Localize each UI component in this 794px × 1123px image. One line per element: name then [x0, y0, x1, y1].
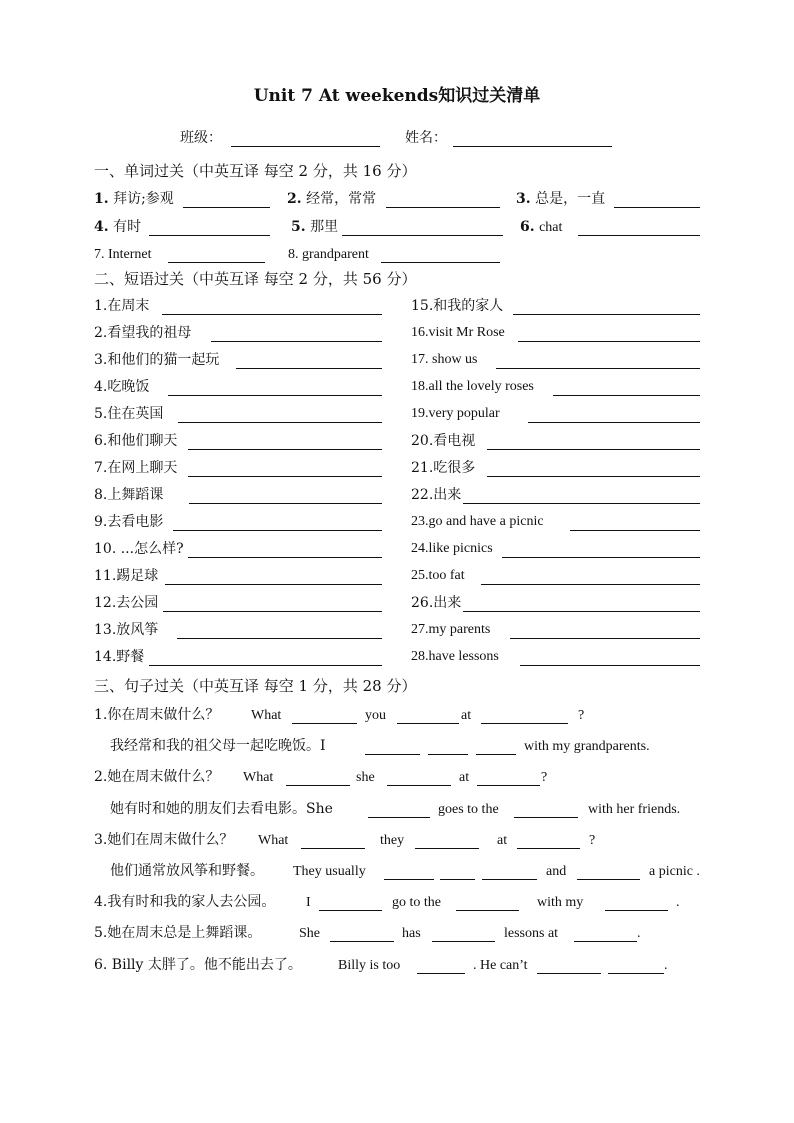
word-num: 1.	[94, 191, 109, 207]
phrase-left-blank[interactable]	[188, 476, 382, 477]
s4-end: .	[676, 895, 680, 910]
phrase-left-label: 6.和他们聊天	[94, 433, 178, 449]
s2-blank-2[interactable]	[387, 785, 451, 786]
section2-heading: 二、短语过关（中英互译 每空 2 分，共 56 分）	[94, 270, 417, 288]
phrase-right-label: 15.和我的家人	[411, 298, 504, 314]
name-blank[interactable]	[453, 146, 612, 147]
s2b-word: goes to the	[438, 802, 499, 817]
word-blank-4[interactable]	[149, 235, 270, 236]
s1b-blank-1[interactable]	[365, 754, 420, 755]
phrase-left-label: 7.在网上聊天	[94, 460, 178, 476]
word-text: Internet	[108, 247, 152, 262]
phrase-left-blank[interactable]	[162, 314, 382, 315]
s3-q: ?	[589, 833, 596, 848]
phrase-right-label: 17. show us	[411, 352, 478, 367]
phrase-left-blank[interactable]	[178, 422, 382, 423]
s4-word: with my	[537, 895, 584, 910]
s6-word: . He can’t	[473, 958, 528, 973]
s3-blank-3[interactable]	[517, 848, 580, 849]
phrase-left-blank[interactable]	[188, 449, 382, 450]
phrase-right-blank[interactable]	[518, 341, 700, 342]
word-blank-8[interactable]	[381, 262, 500, 263]
word-blank-6[interactable]	[578, 235, 700, 236]
s1-word: you	[365, 708, 386, 723]
sentence-6-cn: 6. Billy 太胖了。他不能出去了。	[94, 957, 302, 973]
phrase-left-blank[interactable]	[149, 665, 382, 666]
word-item-4	[94, 220, 141, 234]
word-item-3	[516, 192, 605, 206]
word-item-2	[287, 192, 376, 206]
s1-q: ?	[578, 708, 585, 723]
s3b-blank-2[interactable]	[440, 879, 475, 880]
phrase-left-label: 4.吃晚饭	[94, 379, 150, 395]
sentence-4-cn: 4.我有时和我的家人去公园。	[94, 894, 276, 910]
word-item-7	[94, 248, 152, 262]
phrase-right-blank[interactable]	[510, 638, 700, 639]
s3b-end: a picnic .	[649, 864, 700, 879]
phrase-right-blank[interactable]	[528, 422, 700, 423]
phrase-left-label: 3.和他们的猫一起玩	[94, 352, 220, 368]
s6-end: .	[664, 958, 668, 973]
word-item-8	[288, 248, 369, 262]
word-blank-3[interactable]	[614, 207, 700, 208]
phrase-right-label: 25.too fat	[411, 568, 465, 583]
phrase-right-label: 16.visit Mr Rose	[411, 325, 505, 340]
s2-word: she	[356, 770, 375, 785]
word-num: 5.	[291, 219, 306, 235]
s2-word: What	[243, 770, 274, 785]
s3-blank-2[interactable]	[415, 848, 479, 849]
s3b-word: They usually	[293, 864, 366, 879]
phrase-left-label: 14.野餐	[94, 649, 145, 665]
s2b-end: with her friends.	[588, 802, 681, 817]
s4-blank-2[interactable]	[456, 910, 519, 911]
s5-blank-1[interactable]	[330, 941, 394, 942]
phrase-right-label: 19.very popular	[411, 406, 500, 421]
s1-blank-2[interactable]	[397, 723, 459, 724]
phrase-left-label: 5.住在英国	[94, 406, 164, 422]
s5-end: .	[637, 926, 641, 941]
phrase-right-blank[interactable]	[520, 665, 700, 666]
word-text: chat	[539, 220, 563, 235]
word-blank-7[interactable]	[168, 262, 265, 263]
sentence-2-cn: 2.她在周末做什么？	[94, 769, 220, 785]
s6-blank-2[interactable]	[537, 973, 601, 974]
phrase-right-blank[interactable]	[496, 368, 700, 369]
word-text: 拜访;参观	[113, 191, 174, 207]
phrase-left-blank[interactable]	[188, 557, 382, 558]
phrase-right-label: 23.go and have a picnic	[411, 514, 544, 529]
s5-word: She	[299, 926, 320, 941]
word-text: grandparent	[302, 247, 369, 262]
s3b-blank-3[interactable]	[482, 879, 537, 880]
s3-word: at	[497, 833, 508, 848]
phrase-right-label: 21.吃很多	[411, 460, 476, 476]
class-label: 班级：	[180, 130, 222, 146]
phrase-right-blank[interactable]	[570, 530, 700, 531]
phrase-left-label: 2.看望我的祖母	[94, 325, 192, 341]
s4-word: I	[306, 895, 311, 910]
s2b-blank-2[interactable]	[514, 817, 578, 818]
s3b-blank-4[interactable]	[577, 879, 640, 880]
phrase-left-label: 11.踢足球	[94, 568, 159, 584]
s1b-end: with my grandparents.	[524, 739, 650, 754]
phrase-right-label: 28.have lessons	[411, 649, 499, 664]
sentence-3b-cn: 他们通常放风筝和野餐。	[110, 863, 264, 879]
s1b-blank-3[interactable]	[476, 754, 516, 755]
phrase-right-blank[interactable]	[502, 557, 700, 558]
word-num: 3.	[516, 191, 531, 207]
section3-heading: 三、句子过关（中英互译 每空 1 分，共 28 分）	[94, 677, 417, 695]
word-num: 7.	[94, 247, 105, 262]
sentence-1-cn: 1.你在周末做什么？	[94, 707, 220, 723]
phrase-left-blank[interactable]	[165, 584, 382, 585]
s1b-blank-2[interactable]	[428, 754, 468, 755]
worksheet-title: Unit 7 At weekends知识过关清单	[253, 86, 541, 106]
phrase-left-label: 1.在周末	[94, 298, 150, 314]
word-num: 8.	[288, 247, 299, 262]
sentence-2b-cn: 她有时和她的朋友们去看电影。She	[110, 801, 333, 817]
phrase-right-blank[interactable]	[481, 584, 700, 585]
s2-blank-3[interactable]	[477, 785, 540, 786]
sentence-1b-cn: 我经常和我的祖父母一起吃晚饭。I	[110, 738, 326, 754]
section1-heading: 一、单词过关（中英互译 每空 2 分，共 16 分）	[94, 162, 417, 180]
s6-word: Billy is too	[338, 958, 401, 973]
phrase-right-label: 20.看电视	[411, 433, 476, 449]
s2b-blank-1[interactable]	[368, 817, 430, 818]
word-text: 那里	[310, 219, 339, 235]
s2-q: ?	[541, 770, 548, 785]
phrase-right-label: 22.出来	[411, 487, 462, 503]
phrase-left-label: 12.去公园	[94, 595, 159, 611]
phrase-right-blank[interactable]	[463, 611, 700, 612]
s3b-word: and	[546, 864, 567, 879]
sentence-3-cn: 3.她们在周末做什么？	[94, 832, 234, 848]
s5-word: lessons at	[504, 926, 559, 941]
s4-blank-3[interactable]	[605, 910, 668, 911]
word-blank-1[interactable]	[183, 207, 270, 208]
phrase-left-blank[interactable]	[177, 638, 382, 639]
s5-blank-2[interactable]	[432, 941, 495, 942]
s4-word: go to the	[392, 895, 441, 910]
phrase-left-label: 10. ...怎么样?	[94, 541, 184, 557]
s5-word: has	[402, 926, 421, 941]
word-item-1	[94, 192, 174, 206]
s3b-blank-1[interactable]	[384, 879, 434, 880]
s6-blank-1[interactable]	[417, 973, 465, 974]
name-label: 姓名：	[405, 130, 447, 146]
phrase-right-blank[interactable]	[463, 503, 700, 504]
phrase-right-label: 24.like picnics	[411, 541, 493, 556]
s3-word: they	[380, 833, 405, 848]
s4-blank-1[interactable]	[319, 910, 382, 911]
s3-word: What	[258, 833, 289, 848]
word-text: 经常，常常	[306, 191, 377, 207]
word-blank-2[interactable]	[386, 207, 500, 208]
phrase-right-blank[interactable]	[553, 395, 700, 396]
phrase-left-label: 8.上舞蹈课	[94, 487, 164, 503]
s1-word: at	[461, 708, 472, 723]
word-blank-5[interactable]	[342, 235, 503, 236]
phrase-right-label: 27.my parents	[411, 622, 491, 637]
phrase-left-blank[interactable]	[163, 611, 382, 612]
s2-word: at	[459, 770, 470, 785]
phrase-left-blank[interactable]	[236, 368, 382, 369]
phrase-left-blank[interactable]	[168, 395, 382, 396]
phrase-left-blank[interactable]	[211, 341, 382, 342]
class-blank[interactable]	[231, 146, 380, 147]
s5-blank-3[interactable]	[574, 941, 637, 942]
word-text: 总是，一直	[535, 191, 606, 207]
s6-blank-3[interactable]	[608, 973, 664, 974]
phrase-right-blank[interactable]	[487, 476, 700, 477]
s1-blank-3[interactable]	[481, 723, 568, 724]
phrase-left-label: 9.去看电影	[94, 514, 164, 530]
phrase-left-blank[interactable]	[173, 530, 382, 531]
s2-blank-1[interactable]	[286, 785, 350, 786]
phrase-right-label: 26.出来	[411, 595, 462, 611]
phrase-right-blank[interactable]	[487, 449, 700, 450]
phrase-left-blank[interactable]	[189, 503, 382, 504]
word-item-5	[291, 220, 338, 234]
phrase-right-blank[interactable]	[513, 314, 700, 315]
sentence-5-cn: 5.她在周末总是上舞蹈课。	[94, 925, 262, 941]
word-num: 2.	[287, 191, 302, 207]
phrase-right-label: 18.all the lovely roses	[411, 379, 534, 394]
word-text: 有时	[113, 219, 142, 235]
s1-word: What	[251, 708, 282, 723]
phrase-left-label: 13.放风筝	[94, 622, 159, 638]
word-item-6	[520, 220, 562, 235]
word-num: 4.	[94, 219, 109, 235]
s3-blank-1[interactable]	[301, 848, 365, 849]
s1-blank-1[interactable]	[292, 723, 357, 724]
word-num: 6.	[520, 219, 535, 235]
